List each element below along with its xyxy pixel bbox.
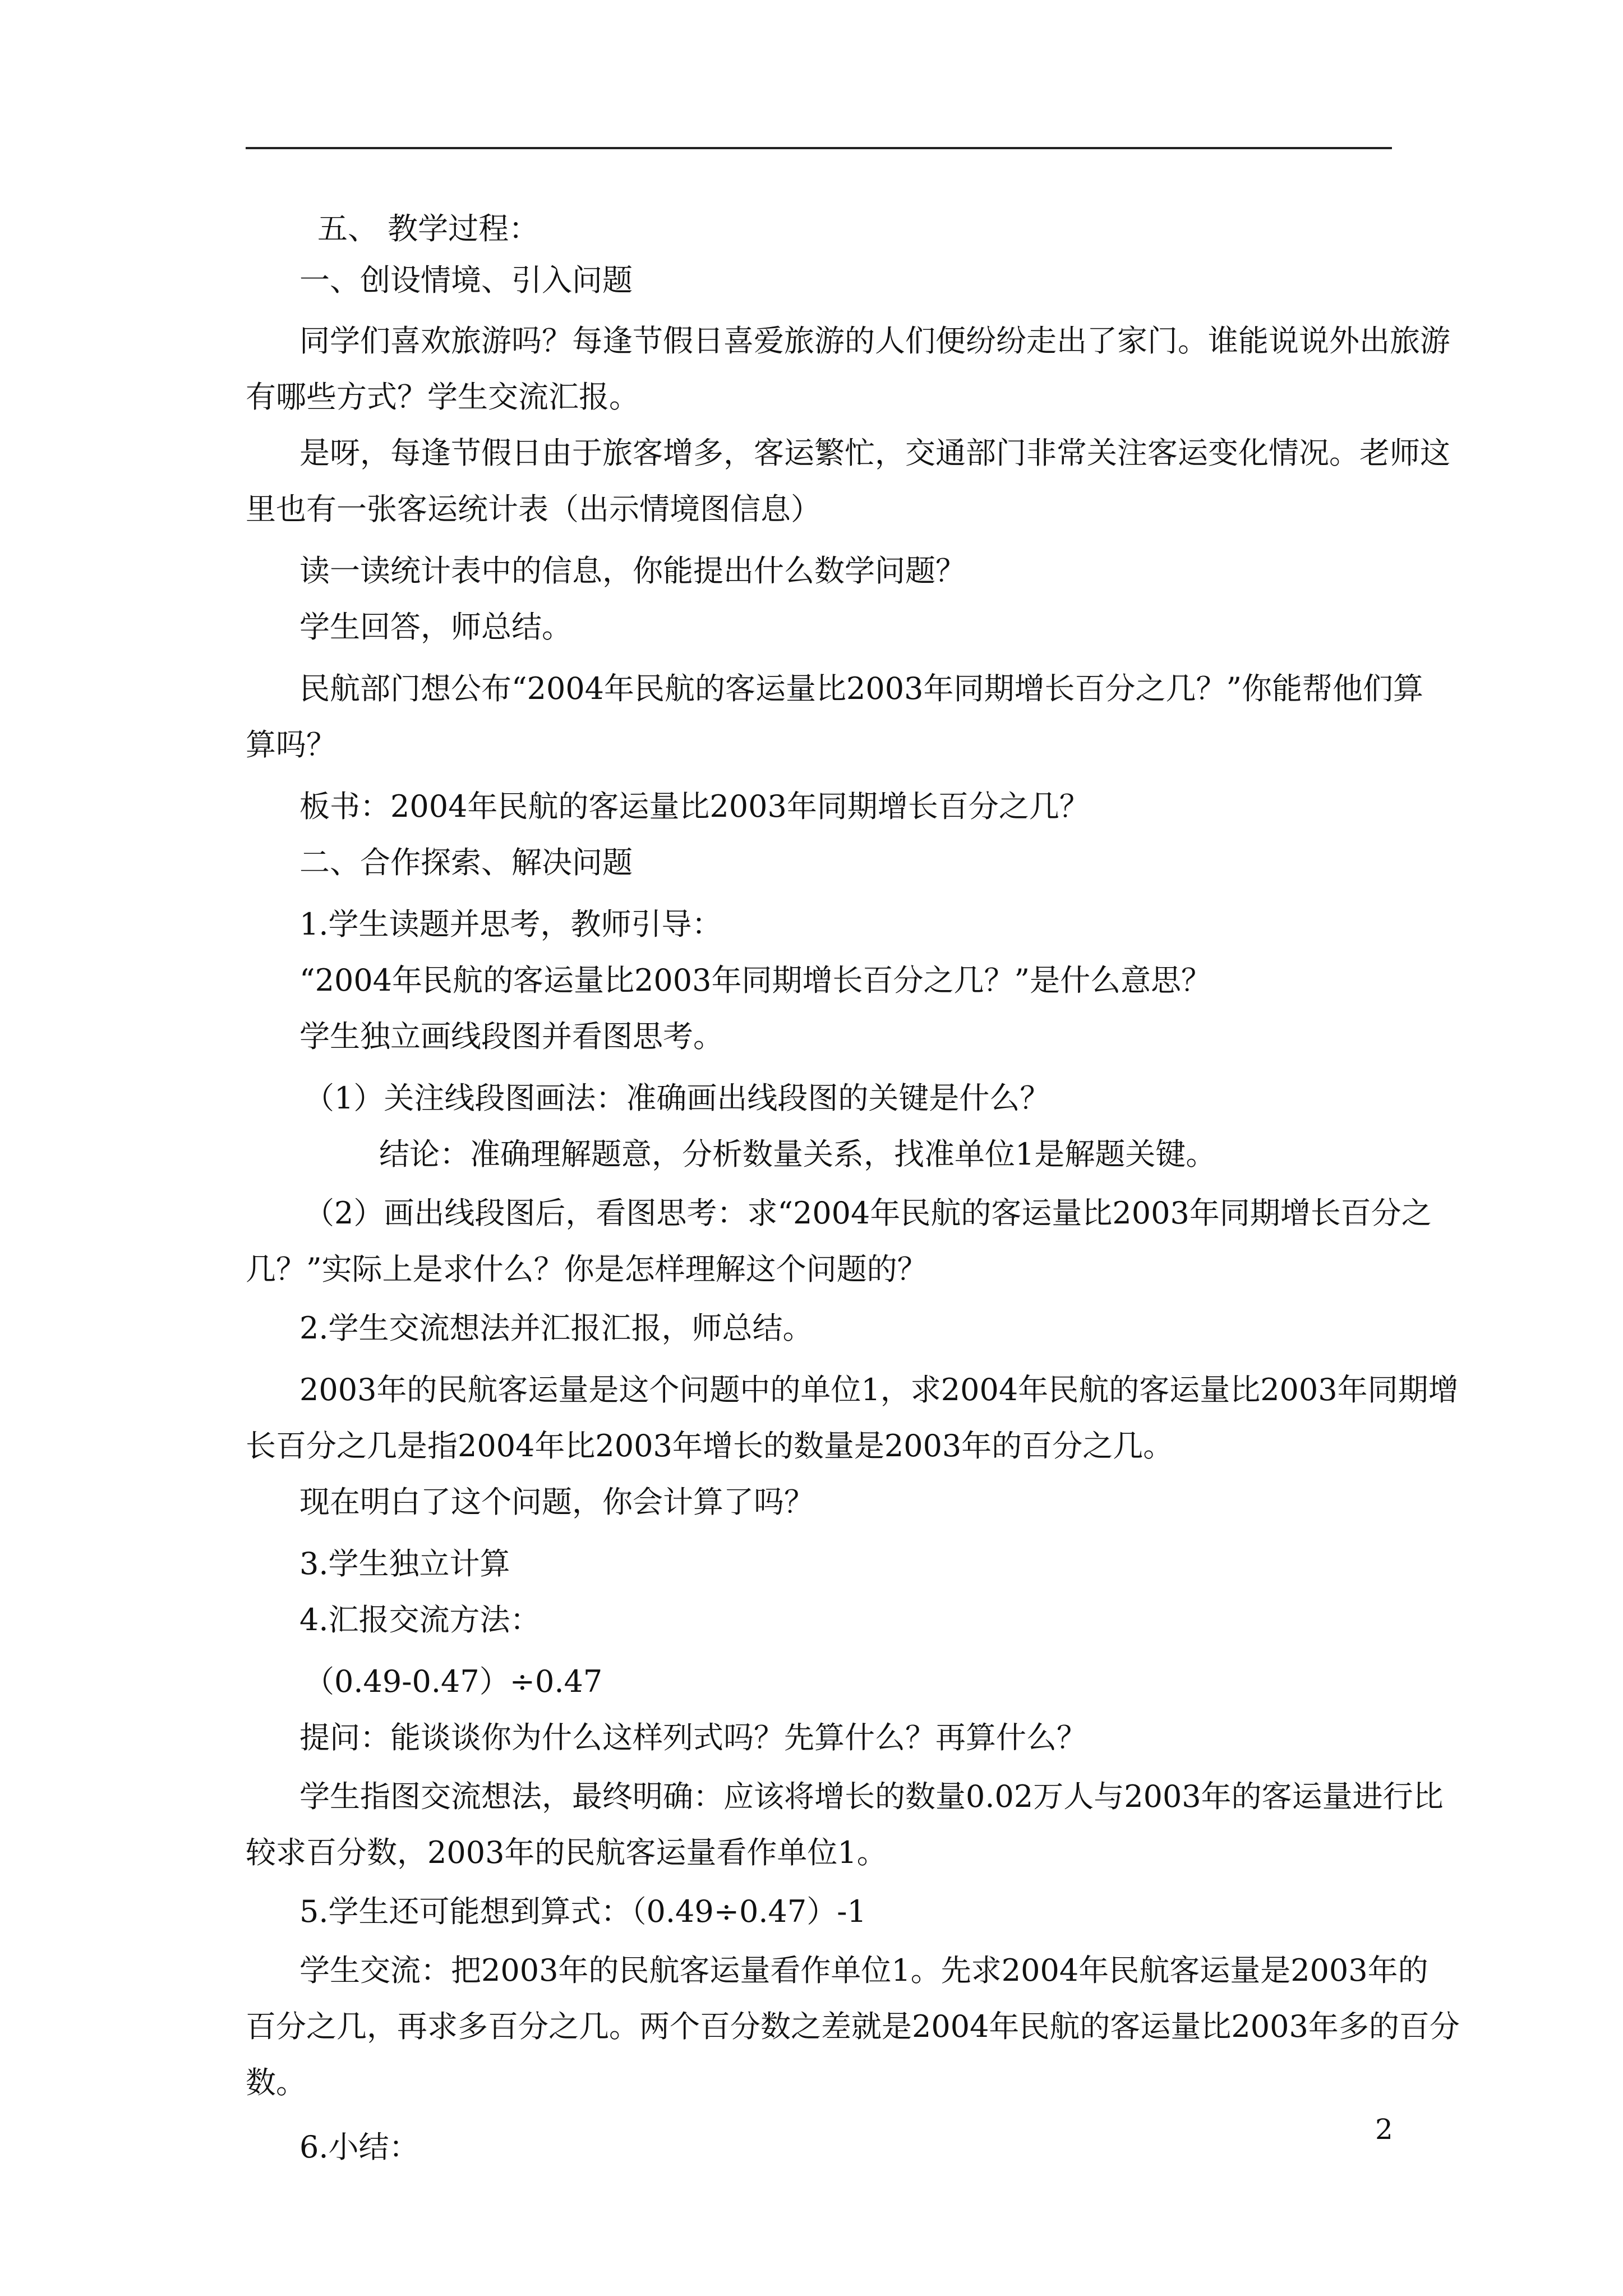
step-4: 4.汇报交流方法： [299, 1602, 541, 1637]
paragraph-line: 学生交流：把2003年的民航客运量看作单位1。先求2004年民航客运量是2003年的 [299, 1953, 1428, 1988]
board-writing: 板书：2004年民航的客运量比2003年同期增长百分之几？ [299, 789, 1090, 824]
paragraph-line: 学生独立画线段图并看图思考。 [299, 1019, 723, 1054]
subheading-cooperative-exploration: 二、合作探索、解决问题 [299, 845, 633, 880]
paragraph-line: 数。 [246, 2065, 306, 2100]
paragraph-line: 民航部门想公布“2004年民航的客运量比2003年同期增长百分之几？”你能帮他们算 [299, 671, 1424, 706]
paragraph-line: 学生指图交流想法，最终明确：应该将增长的数量0.02万人与2003年的客运量进行比 [299, 1779, 1444, 1814]
conclusion-line: 结论：准确理解题意，分析数量关系，找准单位1是解题关键。 [379, 1137, 1216, 1172]
step-1: 1.学生读题并思考，教师引导： [299, 907, 722, 942]
paragraph-line: 同学们喜欢旅游吗？每逢节假日喜爱旅游的人们便纷纷走出了家门。谁能说说外出旅游 [299, 323, 1450, 358]
paragraph-line: 算吗？ [246, 727, 336, 762]
section-heading-teaching-process: 五、 教学过程： [317, 211, 540, 246]
paragraph-line: 有哪些方式？学生交流汇报。 [246, 379, 639, 415]
paragraph-line: 百分之几，再求多百分之几。两个百分数之差就是2004年民航的客运量比2003年多的百分 [246, 2009, 1460, 2044]
paragraph-line: 长百分之几是指2004年比2003年增长的数量是2003年的百分之几。 [246, 1428, 1174, 1464]
paragraph-line: 较求百分数，2003年的民航客运量看作单位1。 [246, 1835, 887, 1870]
paragraph-line: 学生回答，师总结。 [299, 609, 572, 645]
paragraph-line: 2003年的民航客运量是这个问题中的单位1，求2004年民航的客运量比2003年同期增 [299, 1372, 1459, 1407]
step-2: 2.学生交流想法并汇报汇报，师总结。 [299, 1310, 813, 1346]
sub-step-2: （2）画出线段图后，看图思考：求“2004年民航的客运量比2003年同期增长百分之 [304, 1195, 1432, 1231]
paragraph-line: 里也有一张客运统计表（出示情境图信息） [246, 491, 821, 527]
sub-step-1: （1）关注线段图画法：准确画出线段图的关键是什么？ [304, 1080, 1050, 1116]
header-rule [246, 147, 1392, 149]
page-number: 2 [1375, 2113, 1393, 2146]
paragraph-line: 提问：能谈谈你为什么这样列式吗？先算什么？再算什么？ [299, 1720, 1087, 1755]
step-5: 5.学生还可能想到算式：（0.49÷0.47）-1 [299, 1894, 866, 1929]
subheading-create-situation: 一、创设情境、引入问题 [299, 263, 633, 298]
paragraph-line: 是呀，每逢节假日由于旅客增多，客运繁忙，交通部门非常关注客运变化情况。老师这 [299, 435, 1450, 471]
step-6: 6.小结： [299, 2129, 419, 2165]
paragraph-line: 现在明白了这个问题，你会计算了吗？ [299, 1484, 814, 1520]
paragraph-line: 几？”实际上是求什么？你是怎样理解这个问题的？ [246, 1251, 928, 1287]
paragraph-line: 读一读统计表中的信息，你能提出什么数学问题？ [299, 553, 966, 588]
paragraph-line: “2004年民航的客运量比2003年同期增长百分之几？”是什么意思？ [299, 963, 1212, 998]
formula-line: （0.49-0.47）÷0.47 [304, 1664, 603, 1699]
step-3: 3.学生独立计算 [299, 1546, 510, 1581]
